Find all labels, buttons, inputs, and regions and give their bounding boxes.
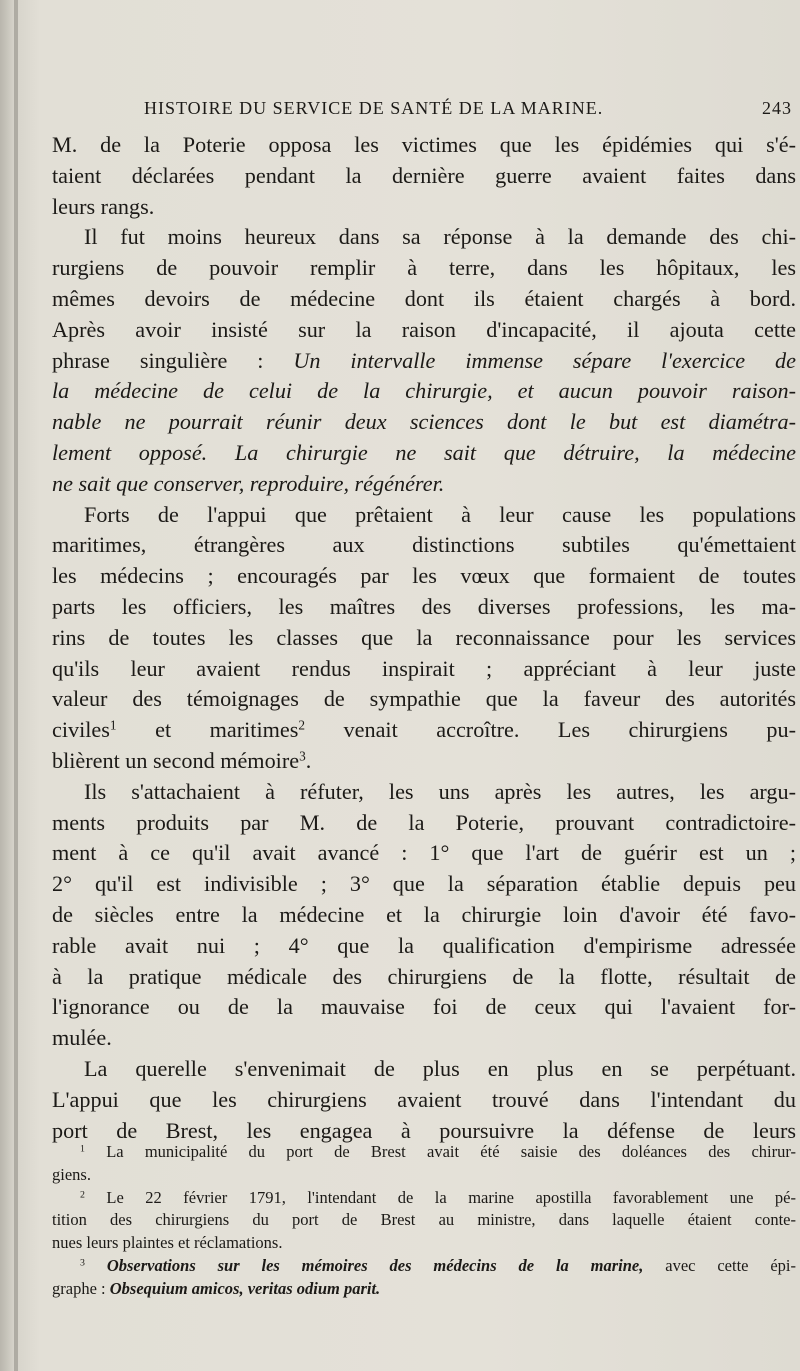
text-line: rins de toutes les classes que la reconnaissance pour les services — [52, 624, 796, 650]
footnotes — [52, 1141, 796, 1301]
text-line: La querelle s'envenimait de plus en plus en se perpétuant. — [84, 1055, 796, 1081]
text-line: ment à ce qu'il avait avancé : 1° que l'art de guérir est un ; — [52, 840, 796, 866]
footnote-mark: 2 — [80, 1189, 85, 1201]
text-segment: blièrent un second mémoire — [52, 747, 300, 773]
text-segment: venait accroître. Les chirurgiens pu- — [305, 717, 796, 743]
footnote-ref: 2 — [298, 717, 306, 733]
text-line: de siècles entre la médecine et la chirurgie loin d'avoir été favo- — [52, 901, 796, 927]
text-line: les médecins ; encouragés par les vœux que formaient de toutes — [52, 563, 796, 589]
text-segment: et maritimes — [116, 717, 299, 743]
quotation-line: la médecine de celui de la chirurgie, et aucun pouvoir raison- — [52, 378, 796, 404]
text-line — [52, 346, 796, 377]
text-line: Forts de l'appui que prêtaient à leur cause les populations — [84, 501, 796, 527]
footnote-ref: 3 — [299, 748, 306, 764]
text-line: rurgiens de pouvoir remplir à terre, dans les hôpitaux, les — [52, 255, 796, 281]
text-line: rable avait nui ; 4° que la qualification d'empirisme adressée — [52, 932, 796, 958]
text-segment: . — [305, 747, 312, 773]
text-segment: civiles — [52, 717, 110, 743]
footnote-line — [52, 1278, 796, 1301]
text-line: Il fut moins heureux dans sa réponse à la demande des chi- — [84, 224, 796, 250]
footnote-mark: 1 — [80, 1143, 85, 1155]
footnote-title: Observations sur les mémoires des médecins de la marine, — [106, 1255, 644, 1275]
footnote-line: nues leurs plaintes et réclamations. — [52, 1233, 283, 1253]
footnote-line: giens. — [52, 1164, 91, 1184]
text-line: Ils s'attachaient à réfuter, les uns après les autres, les argu- — [84, 778, 796, 804]
footnote-epigraph: Obsequium amicos, veritas odium parit. — [109, 1278, 381, 1298]
running-title: HISTOIRE DU SERVICE DE SANTÉ DE LA MARINE. — [144, 98, 604, 118]
text-line: Après avoir insisté sur la raison d'incapacité, il ajouta cette — [52, 316, 796, 342]
text-line: L'appui que les chirurgiens avaient trouvé dans l'intendant du — [52, 1086, 796, 1112]
text-line: parts les officiers, les maîtres des diverses professions, les ma- — [52, 593, 796, 619]
text-line: mêmes devoirs de médecine dont ils étaient chargés à bord. — [52, 285, 796, 311]
footnote-text: La municipalité du port de Brest avait été saisie des doléances des chirur- — [106, 1142, 797, 1161]
footnote-mark: 3 — [80, 1257, 85, 1269]
main-text — [52, 130, 796, 1146]
text-line: à la pratique médicale des chirurgiens de la flotte, résultait de — [52, 963, 796, 989]
footnote-text: Le 22 février 1791, l'intendant de la marine apostilla favorablement une pé- — [106, 1187, 797, 1207]
text-line: ments produits par M. de la Poterie, prouvant contradictoire- — [52, 809, 796, 835]
quotation-line: lement opposé. La chirurgie ne sait que détruire, la médecine — [52, 439, 796, 465]
footnote-line: tition des chirurgiens du port de Brest au ministre, dans laquelle étaient conte- — [52, 1210, 796, 1230]
text-line: leurs rangs. — [52, 193, 155, 219]
text-line: 2° qu'il est indivisible ; 3° que la séparation établie depuis peu — [52, 871, 796, 897]
text-line: qu'ils leur avaient rendus inspirait ; appréciant à leur juste — [52, 655, 796, 681]
quotation-line: ne sait que conserver, reproduire, régénérer. — [52, 470, 445, 496]
footnote — [52, 1187, 796, 1210]
text-line: taient déclarées pendant la dernière guerre avaient faites dans — [52, 162, 796, 188]
footnote-ref: 1 — [109, 717, 117, 733]
footnote-text: graphe : — [52, 1278, 110, 1298]
text-line — [52, 746, 796, 777]
text-line: mulée. — [52, 1025, 112, 1051]
page-binding-edge — [14, 0, 18, 1371]
footnote — [52, 1255, 796, 1278]
text-line — [52, 715, 796, 746]
text-line: port de Brest, les engagea à poursuivre la défense de leurs — [52, 1117, 796, 1143]
text-line: M. de la Poterie opposa les victimes que les épidémies qui s'é- — [52, 132, 796, 157]
quotation-line: nable ne pourrait réunir deux sciences dont le but est diamétra- — [52, 409, 796, 435]
text-line: l'ignorance ou de la mauvaise foi de ceux qui l'avaient for- — [52, 994, 796, 1020]
page-number: 243 — [762, 98, 792, 118]
footnote — [52, 1141, 796, 1164]
text-segment: phrase singulière : — [52, 347, 294, 373]
text-line: maritimes, étrangères aux distinctions subtiles qu'émettaient — [52, 532, 796, 558]
text-line: valeur des témoignages de sympathie que la faveur des autorités — [52, 686, 796, 712]
footnote-text: avec cette épi- — [643, 1255, 796, 1275]
quotation-italic: Un intervalle immense sépare l'exercice de — [293, 347, 796, 373]
page-header — [144, 98, 794, 124]
